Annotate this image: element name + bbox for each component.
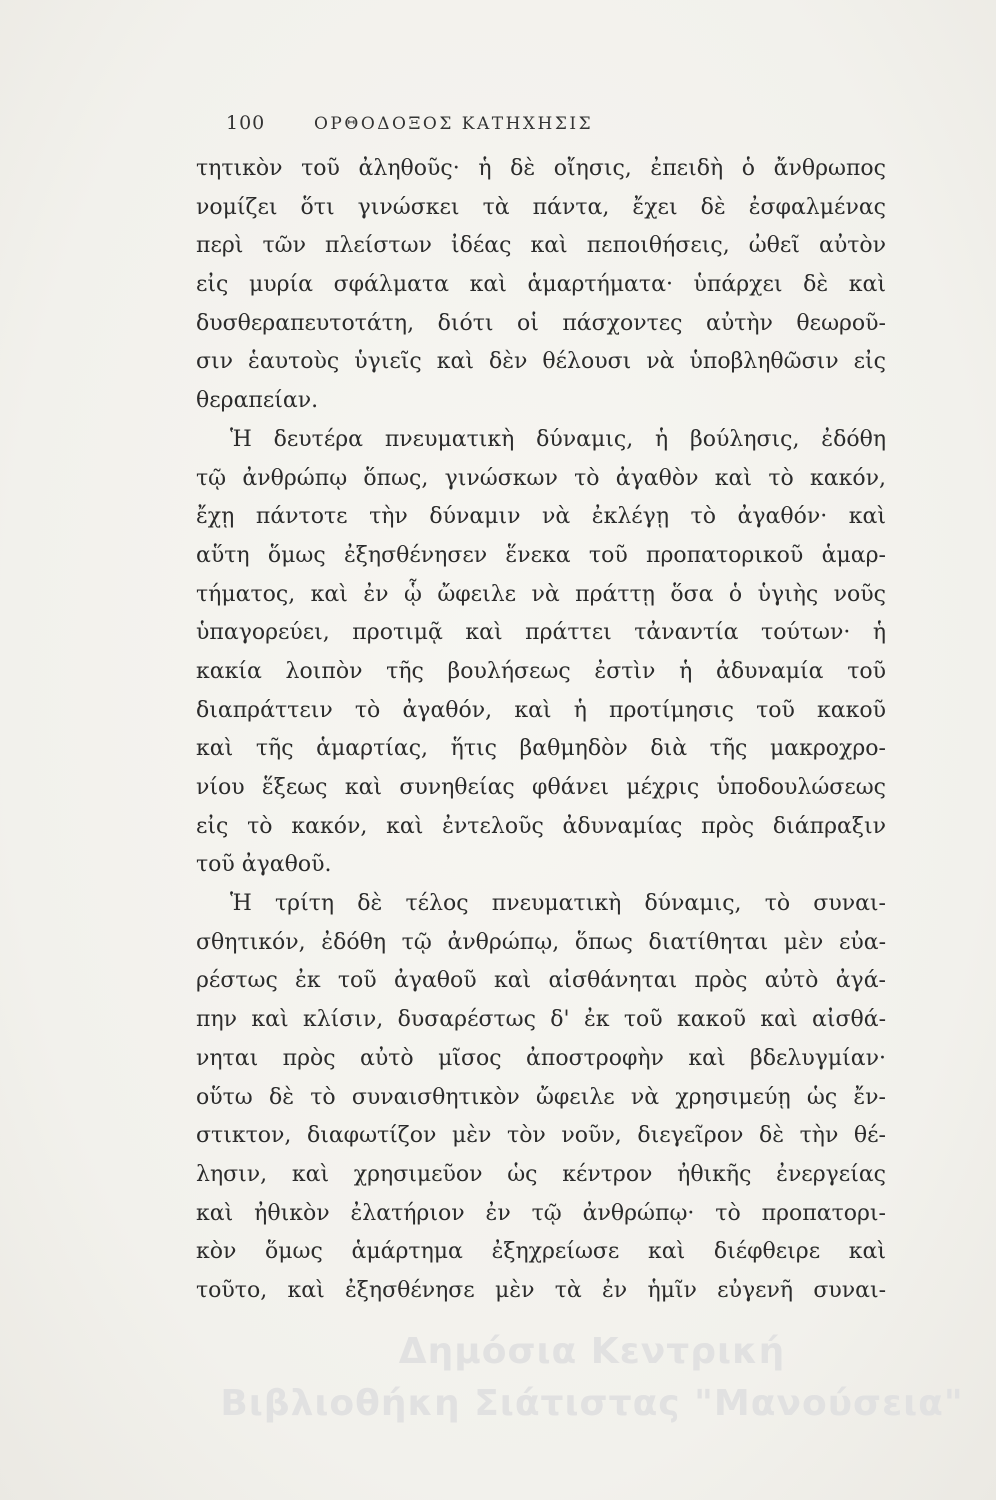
text-line: ἔχῃ πάντοτε τὴν δύναμιν νὰ ἐκλέγῃ τὸ ἀγαθόν· καὶ [196, 504, 886, 530]
text-line: Ἡ δευτέρα πνευματικὴ δύναμις, ἡ βούλησις, ἐδόθη [230, 426, 886, 452]
text-line: νομίζει ὅτι γινώσκει τὰ πάντα, ἔχει δὲ ἐσφαλμένας [196, 194, 886, 220]
text-line: σιν ἑαυτοὺς ὑγιεῖς καὶ δὲν θέλουσι νὰ ὑποβληθῶσιν εἰς [196, 349, 886, 375]
library-watermark [212, 1326, 972, 1430]
page-number: 100 [226, 112, 266, 134]
text-line: εἰς τὸ κακόν, καὶ ἐντελοῦς ἀδυναμίας πρὸς διάπραξιν [196, 813, 886, 839]
watermark-line-1: Δημόσια Κεντρική [398, 1331, 786, 1372]
text-line: νίου ἕξεως καὶ συνηθείας φθάνει μέχρις ὑποδουλώσεως [196, 775, 886, 800]
text-line: ὑπαγορεύει, προτιμᾷ καὶ πράττει τἀναντία τούτων· ἡ [196, 620, 886, 646]
text-line: κακία λοιπὸν τῆς βουλήσεως ἐστὶν ἡ ἀδυναμία τοῦ [196, 658, 886, 684]
text-line: λησιν, καὶ χρησιμεῦον ὡς κέντρον ἠθικῆς ἐνεργείας [196, 1161, 886, 1187]
text-line: σθητικόν, ἐδόθη τῷ ἀνθρώπῳ, ὅπως διατίθηται μὲν εὐα- [196, 929, 886, 955]
text-line: πην καὶ κλίσιν, δυσαρέστως δ' ἐκ τοῦ κακοῦ καὶ αἰσθά- [196, 1007, 886, 1033]
text-line: τῷ ἀνθρώπῳ ὅπως, γινώσκων τὸ ἀγαθὸν καὶ τὸ κακόν, [196, 465, 886, 491]
watermark-line-2: Βιβλιοθήκη Σιάτιστας "Μανούσεια" [220, 1383, 964, 1424]
text-line: ρέστως ἐκ τοῦ ἀγαθοῦ καὶ αἰσθάνηται πρὸς αὐτὸ ἀγά- [196, 968, 886, 994]
text-line: αὕτη ὅμως ἐξησθένησεν ἕνεκα τοῦ προπατορικοῦ ἁμαρ- [196, 542, 886, 568]
text-line: καὶ τῆς ἁμαρτίας, ἥτις βαθμηδὸν διὰ τῆς μακροχρο- [196, 736, 886, 762]
text-line: θεραπείαν. [196, 388, 319, 414]
text-line: διαπράττειν τὸ ἀγαθόν, καὶ ἡ προτίμησις τοῦ κακοῦ [196, 697, 886, 723]
text-line: Ἡ τρίτη δὲ τέλος πνευματικὴ δύναμις, τὸ συναι- [230, 891, 886, 917]
running-title: ΟΡΘΟΔΟΞΟΣ ΚΑΤΗΧΗΣΙΣ [314, 114, 594, 134]
text-line: κὸν ὅμως ἁμάρτημα ἐξηχρείωσε καὶ διέφθειρε καὶ [196, 1239, 886, 1265]
text-line: τήματος, καὶ ἐν ᾧ ὤφειλε νὰ πράττῃ ὅσα ὁ ὑγιὴς νοῦς [196, 581, 886, 607]
text-line: τητικὸν τοῦ ἀληθοῦς· ἡ δὲ οἴησις, ἐπειδὴ ὁ ἄνθρωπος [196, 156, 886, 181]
text-line: περὶ τῶν πλείστων ἰδέας καὶ πεποιθήσεις, ὠθεῖ αὐτὸν [196, 233, 886, 259]
paragraph-opinion [196, 150, 886, 421]
paragraph-feeling [196, 885, 886, 1311]
text-line: τοῦ ἀγαθοῦ. [196, 852, 332, 878]
text-line: δυσθεραπευτοτάτη, διότι οἱ πάσχοντες αὐτὴν θεωροῦ- [196, 310, 886, 336]
text-line: στικτον, διαφωτίζον μὲν τὸν νοῦν, διεγεῖρον δὲ τὴν θέ- [196, 1123, 886, 1149]
text-line: εἰς μυρία σφάλματα καὶ ἁμαρτήματα· ὑπάρχει δὲ καὶ [196, 272, 886, 298]
page-header [226, 112, 878, 142]
text-line: οὕτω δὲ τὸ συναισθητικὸν ὤφειλε νὰ χρησιμεύῃ ὡς ἔν- [196, 1084, 886, 1110]
text-line: καὶ ἠθικὸν ἐλατήριον ἐν τῷ ἀνθρώπῳ· τὸ προπατορι- [196, 1200, 886, 1226]
body-text [196, 150, 886, 1311]
text-line: τοῦτο, καὶ ἐξησθένησε μὲν τὰ ἐν ἡμῖν εὐγενῆ συναι- [196, 1277, 886, 1303]
text-line: νηται πρὸς αὐτὸ μῖσος ἀποστροφὴν καὶ βδελυγμίαν· [196, 1045, 886, 1071]
paragraph-will [196, 421, 886, 885]
